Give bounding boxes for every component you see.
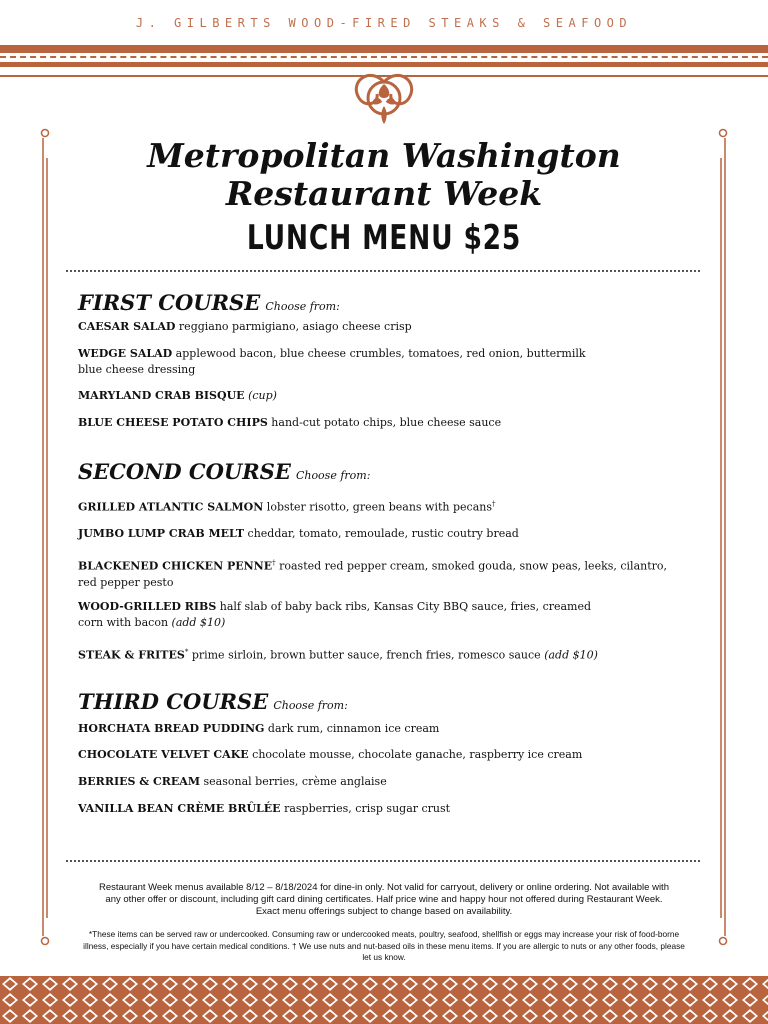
ornament-icon	[349, 68, 419, 134]
title-line-2: Restaurant Week	[225, 174, 543, 213]
menu-item: WOOD-GRILLED RIBS half slab of baby back ribs, Kansas City BBQ sauce, fries, creamed corn with bacon (add $10)	[78, 600, 592, 629]
menu-item: CHOCOLATE VELVET CAKE chocolate mousse, chocolate ganache, raspberry ice cream	[78, 748, 583, 761]
menu-item: JUMBO LUMP CRAB MELT cheddar, tomato, remoulade, rustic coutry bread	[78, 527, 519, 540]
right-side-rule	[718, 128, 728, 946]
availability-notice: Restaurant Week menus available 8/12 – 8/18/2024 for dine-in only. Not valid for carryout, delivery or online ordering. Not available with any other offer or discount, including gift card dining certificates. Half price wine and happy hour not offered during Restaurant Week. Exact menu offerings subject to change based on availability.	[99, 882, 669, 917]
menu-item: CAESAR SALAD reggiano parmigiano, asiago cheese crisp	[78, 320, 412, 333]
second-course-choose: Choose from:	[295, 469, 371, 482]
menu-item: HORCHATA BREAD PUDDING dark rum, cinnamon ice cream	[78, 722, 440, 735]
top-band-lower	[0, 62, 768, 67]
menu-item: BLUE CHEESE POTATO CHIPS hand-cut potato chips, blue cheese sauce	[78, 416, 502, 429]
divider-top	[66, 270, 700, 272]
top-band	[0, 45, 768, 53]
third-course-choose: Choose from:	[273, 699, 348, 712]
title-line-1: Metropolitan Washington	[147, 136, 621, 175]
left-side-rule	[40, 128, 50, 946]
menu-item: STEAK & FRITES* prime sirloin, brown butter sauce, french fries, romesco sauce (add $10)	[78, 648, 598, 662]
third-course-heading	[78, 689, 678, 714]
first-course-heading	[78, 290, 678, 315]
lattice-pattern-footer	[0, 976, 768, 1024]
second-course-title: SECOND COURSE	[78, 459, 291, 484]
menu-item: VANILLA BEAN CRÈME BRÛLÉE raspberries, crisp sugar crust	[78, 802, 451, 815]
allergy-disclaimer: *These items can be served raw or undercooked. Consuming raw or undercooked meats, poultry, seafood, shellfish or eggs may increase your risk of food-borne illness, especially if you have certain medical conditions. † We use nuts and nut-based oils in these menu items. If you are allergic to nuts or any other foods, please let us know.	[83, 929, 685, 962]
menu-item: BERRIES & CREAM seasonal berries, crème anglaise	[78, 775, 387, 788]
menu-item: BLACKENED CHICKEN PENNE† roasted red pepper cream, smoked gouda, snow peas, leeks, cilantro, red pepper pesto	[78, 559, 668, 589]
brand-header: J. GILBERTS WOOD-FIRED STEAKS & SEAFOOD	[135, 16, 633, 30]
first-course-choose: Choose from:	[265, 300, 340, 313]
second-course-heading	[78, 459, 678, 484]
menu-item: MARYLAND CRAB BISQUE (cup)	[78, 389, 277, 402]
menu-item: WEDGE SALAD applewood bacon, blue cheese crumbles, tomatoes, red onion, buttermilk blue cheese dressing	[78, 347, 586, 376]
third-course-title: THIRD COURSE	[78, 689, 269, 714]
divider-bottom	[66, 860, 700, 862]
lunch-menu-price: LUNCH MENU $25	[246, 218, 522, 258]
first-course-title: FIRST COURSE	[78, 290, 261, 315]
menu-item: GRILLED ATLANTIC SALMON lobster risotto, green beans with pecans†	[78, 500, 496, 514]
top-band-dashes	[0, 56, 768, 58]
